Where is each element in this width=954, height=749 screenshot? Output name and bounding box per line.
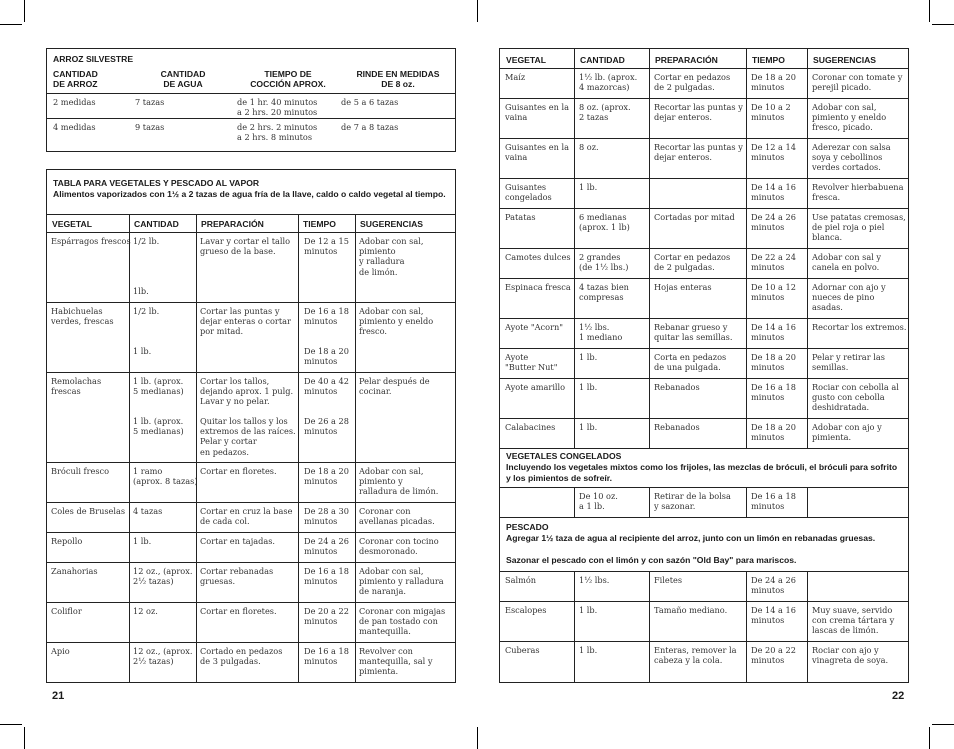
rice-table xyxy=(46,48,456,152)
fish-section-text: Sazonar el pescado con el limón y con sazón "Old Bay" para mariscos. xyxy=(506,555,797,565)
table-cell: Retirar de la bolsa y sazonar. xyxy=(654,491,731,512)
table-row xyxy=(500,138,908,178)
table-cell: de 7 a 8 tazas xyxy=(341,122,399,132)
column-divider xyxy=(129,214,130,682)
frozen-section-title: VEGETALES CONGELADOS xyxy=(506,451,622,461)
preparation: Cortar en cruz la base de cada col. xyxy=(200,506,293,527)
table-cell: 1 lb. xyxy=(579,645,598,655)
column-header: TIEMPO xyxy=(752,55,785,65)
table-cell: Escalopes xyxy=(505,605,547,615)
table-cell: De 24 a 26 minutos xyxy=(751,575,796,596)
column-divider xyxy=(574,49,575,448)
preparation: Cortado en pedazos de 3 pulgadas. xyxy=(200,646,283,667)
table-row xyxy=(500,601,908,641)
suggestion: Adobar con sal, pimiento y ralladura de limón. xyxy=(359,236,424,277)
vegetable-name: Coliflor xyxy=(51,606,82,616)
table-row xyxy=(47,562,455,602)
table-row xyxy=(47,302,455,372)
table-cell: De 18 a 20 minutos xyxy=(751,352,796,373)
fish-section-title: PESCADO xyxy=(506,522,549,532)
column-divider xyxy=(196,214,197,682)
column-header: TIEMPO DE COCCIÓN APROX. xyxy=(250,69,326,89)
table-cell: 1½ lbs. 1 mediano xyxy=(579,322,623,343)
table-cell: de 2 hrs. 2 minutos a 2 hrs. 8 minutos xyxy=(237,122,318,143)
table-cell: De 12 a 14 minutos xyxy=(751,142,796,163)
table-row xyxy=(47,502,455,532)
column-header: CANTIDAD xyxy=(134,219,179,229)
vegetable-name: Bróculi fresco xyxy=(51,466,110,476)
table-cell: De 20 a 22 minutos xyxy=(751,645,796,666)
table-row xyxy=(500,278,908,318)
divider xyxy=(500,517,908,518)
table-cell: Cortadas por mitad xyxy=(654,212,735,222)
table-cell: Muy suave, servido con crema tártara y lascas de limón. xyxy=(812,605,895,636)
table-cell: Hojas enteras xyxy=(654,282,712,292)
table-cell: De 14 a 16 minutos xyxy=(751,322,796,343)
quantity: 1lb. xyxy=(133,286,149,296)
table-cell: 2 medidas xyxy=(53,97,96,107)
table-cell: de 5 a 6 tazas xyxy=(341,97,399,107)
column-divider xyxy=(298,214,299,682)
table-cell: Guisantes en la vaina xyxy=(505,142,569,163)
table-row xyxy=(47,642,455,684)
preparation: Cortar en floretes. xyxy=(200,606,277,616)
table-cell: 1½ lb. (aprox. 4 mazorcas) xyxy=(579,72,638,93)
column-header: RINDE EN MEDIDAS DE 8 oz. xyxy=(356,69,440,89)
table-cell: 8 oz. xyxy=(579,142,599,152)
steam-table xyxy=(46,169,456,683)
quantity: 12 oz., (aprox. 2½ tazas) xyxy=(133,646,193,667)
table-cell: De 10 a 2 minutos xyxy=(751,102,791,123)
quantity: 1 lb. (aprox. 5 medianas) xyxy=(133,376,184,397)
table-cell: 1 lb. xyxy=(579,182,598,192)
column-header: SUGERENCIAS xyxy=(813,55,877,65)
table-cell: De 16 a 18 minutos xyxy=(751,382,796,403)
vegetable-name: Coles de Bruselas xyxy=(51,506,126,516)
column-divider xyxy=(649,571,650,682)
vegetable-name: Repollo xyxy=(51,536,83,546)
table-row xyxy=(47,532,455,562)
steam-table-continued xyxy=(499,48,909,683)
column-header: CANTIDAD xyxy=(580,55,625,65)
vegetable-name: Espárragos frescos xyxy=(51,236,131,246)
table-cell: Cuberas xyxy=(505,645,540,655)
column-divider xyxy=(649,487,650,517)
table-row xyxy=(47,93,455,118)
preparation: Lavar y cortar el tallo grueso de la base. xyxy=(200,236,291,257)
table-cell: De 24 a 26 minutos xyxy=(751,212,796,233)
table-cell: De 16 a 18 minutos xyxy=(751,491,796,512)
table-row xyxy=(47,372,455,462)
rice-table-title: ARROZ SILVESTRE xyxy=(53,54,134,64)
table-row xyxy=(500,487,908,517)
suggestion: Adobar con sal, pimiento y ralladura de limón. xyxy=(359,466,439,497)
table-cell: Rebanados xyxy=(654,382,700,392)
table-cell: De 18 a 20 minutos xyxy=(751,422,796,443)
table-cell: De 10 oz. a 1 lb. xyxy=(579,491,618,512)
suggestion: Adobar con sal, pimiento y ralladura de naranja. xyxy=(359,566,444,597)
page-number-right: 22 xyxy=(892,690,905,702)
table-cell: Ayote "Acorn" xyxy=(505,322,564,332)
vegetable-name: Habichuelas verdes, frescas xyxy=(51,306,114,327)
table-cell: Adobar con sal y canela en polvo. xyxy=(812,252,882,273)
table-row xyxy=(500,178,908,208)
table-cell: de 1 hr. 40 minutos a 2 hrs. 20 minutos xyxy=(237,97,318,118)
table-cell: 1 lb. xyxy=(579,605,598,615)
column-header: TIEMPO xyxy=(303,219,336,229)
suggestion: Pelar después de cocinar. xyxy=(359,376,430,397)
table-cell: Espinaca fresca xyxy=(505,282,571,292)
table-cell: De 14 a 16 minutos xyxy=(751,605,796,626)
table-cell: Aderezar con salsa soya y cebollinos verdes cortados. xyxy=(812,142,891,173)
frozen-section-text: Incluyendo los vegetales mixtos como los frijoles, las mezclas de bróculi, el bróculi para sofrito y los pimientos de sofreír. xyxy=(506,462,898,483)
time: De 16 a 18 minutos xyxy=(304,646,349,667)
table-cell: Maíz xyxy=(505,72,526,82)
table-cell: Adornar con ajo y nueces de pino asadas. xyxy=(812,282,886,313)
table-row xyxy=(500,98,908,138)
table-row xyxy=(500,248,908,278)
table-cell: Salmón xyxy=(505,575,537,585)
table-cell: Guisantes en la vaina xyxy=(505,102,569,123)
table-cell: Guisantes congelados xyxy=(505,182,552,203)
column-header: CANTIDAD DE AGUA xyxy=(160,69,206,89)
table-cell: Cortar en pedazos de 2 pulgadas. xyxy=(654,252,731,273)
column-header: VEGETAL xyxy=(52,219,92,229)
table-cell: De 18 a 20 minutos xyxy=(751,72,796,93)
suggestion: Coronar con migajas de pan tostado con mantequilla. xyxy=(359,606,446,637)
time: De 28 a 30 minutos xyxy=(304,506,349,527)
time: De 12 a 15 minutos xyxy=(304,236,349,257)
table-cell: Use patatas cremosas, de piel roja o piel blanca. xyxy=(812,212,906,243)
time: De 18 a 20 minutos xyxy=(304,466,349,487)
table-cell: Adobar con sal, pimiento y eneldo fresco, picado. xyxy=(812,102,887,133)
column-divider xyxy=(746,487,747,517)
table-cell: Revolver hierbabuena fresca. xyxy=(812,182,904,203)
column-divider xyxy=(574,487,575,517)
table-cell: Rociar con cebolla al gusto con cebolla deshidratada. xyxy=(812,382,899,413)
table-cell: 1 lb. xyxy=(579,352,598,362)
table-cell: Rociar con ajo y vinagreta de soya. xyxy=(812,645,889,666)
column-divider xyxy=(746,49,747,448)
quantity: 1 lb. (aprox. 5 medianas) xyxy=(133,416,184,437)
divider xyxy=(500,448,908,449)
column-divider xyxy=(649,49,650,448)
vegetable-name: Zanahorias xyxy=(51,566,98,576)
table-cell: 4 medidas xyxy=(53,122,96,132)
column-divider xyxy=(574,571,575,682)
page-number-left: 21 xyxy=(52,690,65,702)
table-row xyxy=(500,348,908,378)
table-cell: Camotes dulces xyxy=(505,252,571,262)
preparation: Cortar en floretes. xyxy=(200,466,277,476)
quantity: 1 lb. xyxy=(133,346,152,356)
fish-section-text: Agregar 1½ taza de agua al recipiente del arroz, junto con un limón en rebanadas gruesas. xyxy=(506,533,876,543)
table-cell: 2 grandes (de 1½ lbs.) xyxy=(579,252,629,273)
table-cell: Adobar con ajo y pimienta. xyxy=(812,422,882,443)
table-cell: Tamaño mediano. xyxy=(654,605,728,615)
quantity: 12 oz. xyxy=(133,606,158,616)
table-cell: Filetes xyxy=(654,575,683,585)
table-row xyxy=(500,68,908,98)
table-row xyxy=(500,208,908,248)
quantity: 1/2 lb. xyxy=(133,306,160,316)
table-cell: 4 tazas bien compresas xyxy=(579,282,629,303)
suggestion: Revolver con mantequilla, sal y pimienta. xyxy=(359,646,433,677)
time: De 20 a 22 minutos xyxy=(304,606,349,627)
steam-table-title: TABLA PARA VEGETALES Y PESCADO AL VAPOR xyxy=(53,178,260,188)
table-row xyxy=(47,462,455,502)
vegetable-name: Apio xyxy=(51,646,70,656)
table-cell: Cortar en pedazos de 2 pulgadas. xyxy=(654,72,731,93)
quantity: 1/2 lb. xyxy=(133,236,160,246)
preparation: Cortar en tajadas. xyxy=(200,536,276,546)
table-cell: Calabacines xyxy=(505,422,556,432)
suggestion: Coronar con tocino desmoronado. xyxy=(359,536,439,557)
column-header: CANTIDAD DE ARROZ xyxy=(53,69,98,89)
quantity: 1 ramo (aprox. 8 tazas) xyxy=(133,466,198,487)
table-row xyxy=(47,232,455,302)
vegetable-name: Remolachas frescas xyxy=(51,376,102,397)
suggestion: Adobar con sal, pimiento y eneldo fresco. xyxy=(359,306,434,337)
table-row xyxy=(500,641,908,684)
table-cell: De 10 a 12 minutos xyxy=(751,282,796,303)
quantity: 1 lb. xyxy=(133,536,152,546)
table-cell: Corta en pedazos de una pulgada. xyxy=(654,352,727,373)
column-divider xyxy=(355,214,356,682)
column-header: SUGERENCIAS xyxy=(360,219,424,229)
table-cell: 9 tazas xyxy=(135,122,165,132)
table-cell: Recortar las puntas y dejar enteros. xyxy=(654,102,743,123)
table-row xyxy=(500,571,908,601)
table-cell: Recortar las puntas y dejar enteros. xyxy=(654,142,743,163)
preparation: Quitar los tallos y los extremos de las raíces. Pelar y cortar en pedazos. xyxy=(200,416,296,457)
table-cell: Rebanados xyxy=(654,422,700,432)
table-row xyxy=(47,602,455,642)
column-divider xyxy=(746,571,747,682)
table-cell: Pelar y retirar las semillas. xyxy=(812,352,885,373)
quantity: 12 oz., (aprox. 2½ tazas) xyxy=(133,566,193,587)
preparation: Cortar los tallos, dejando aprox. 1 pulg. Lavar y no pelar. xyxy=(200,376,294,407)
table-cell: Ayote "Butter Nut" xyxy=(505,352,558,373)
table-cell: 7 tazas xyxy=(135,97,165,107)
table-row xyxy=(500,418,908,448)
time: De 26 a 28 minutos xyxy=(304,416,349,437)
column-header: PREPARACIÓN xyxy=(201,219,264,229)
table-row xyxy=(500,378,908,418)
table-cell: 1 lb. xyxy=(579,382,598,392)
suggestion: Coronar con avellanas picadas. xyxy=(359,506,435,527)
column-divider xyxy=(807,487,808,517)
column-divider xyxy=(807,49,808,448)
table-cell: 1½ lbs. xyxy=(579,575,610,585)
table-cell: 6 medianas (aprox. 1 lb) xyxy=(579,212,630,233)
column-divider xyxy=(807,571,808,682)
time: De 24 a 26 minutos xyxy=(304,536,349,557)
column-header: VEGETAL xyxy=(506,55,546,65)
divider xyxy=(47,214,455,215)
table-cell: Ayote amarillo xyxy=(505,382,566,392)
table-cell: De 14 a 16 minutos xyxy=(751,182,796,203)
table-row xyxy=(500,318,908,348)
table-cell: Patatas xyxy=(505,212,536,222)
time: De 16 a 18 minutos xyxy=(304,566,349,587)
quantity: 4 tazas xyxy=(133,506,163,516)
time: De 18 a 20 minutos xyxy=(304,346,349,367)
table-cell: Recortar los extremos. xyxy=(812,322,907,332)
table-cell: 1 lb. xyxy=(579,422,598,432)
time: De 16 a 18 minutos xyxy=(304,306,349,327)
table-cell: Coronar con tomate y perejil picado. xyxy=(812,72,903,93)
table-row xyxy=(47,118,455,143)
table-cell: Rebanar grueso y quitar las semillas. xyxy=(654,322,733,343)
preparation: Cortar las puntas y dejar enteras o cortar por mitad. xyxy=(200,306,291,337)
table-cell: 8 oz. (aprox. 2 tazas xyxy=(579,102,631,123)
steam-table-subtitle: Alimentos vaporizados con 1½ a 2 tazas de agua fría de la llave, caldo o caldo vegetal al tiempo. xyxy=(53,189,446,199)
preparation: Cortar rebanadas gruesas. xyxy=(200,566,274,587)
table-cell: De 22 a 24 minutos xyxy=(751,252,796,273)
table-cell: Enteras, remover la cabeza y la cola. xyxy=(654,645,737,666)
column-header: PREPARACIÓN xyxy=(655,55,718,65)
time: De 40 a 42 minutos xyxy=(304,376,349,397)
